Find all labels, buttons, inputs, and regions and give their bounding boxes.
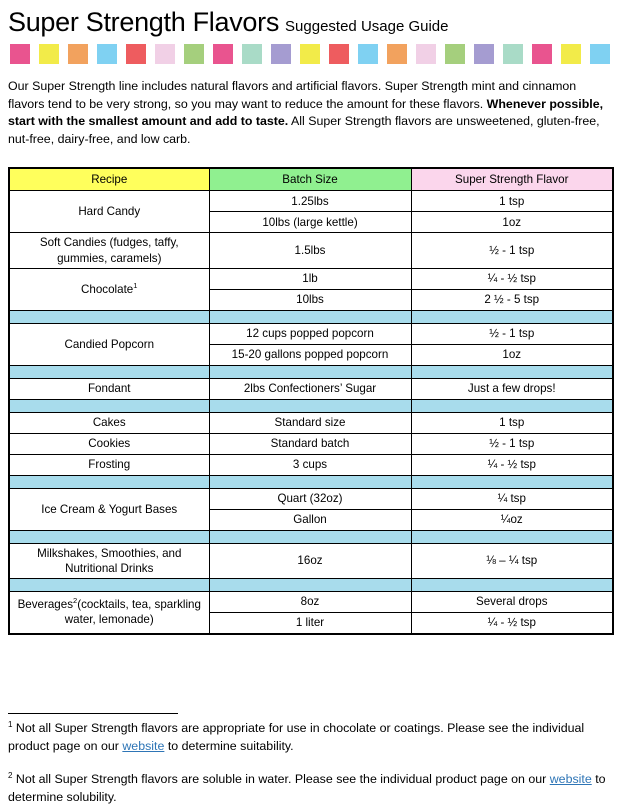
flavor-amount-cell: ½ - 1 tsp <box>411 323 613 344</box>
spacer-cell <box>209 310 411 323</box>
table-row <box>9 412 613 433</box>
color-swatch <box>39 44 59 64</box>
color-swatch <box>155 44 175 64</box>
batch-size-cell: 10lbs <box>209 289 411 310</box>
recipe-cell: Milkshakes, Smoothies, and Nutritional Drinks <box>9 543 209 578</box>
color-swatch <box>300 44 320 64</box>
intro-text-before: Our Super Strength line includes natural flavors and artificial flavors. Super Strength mint and cinnamon flavors tend to be very strong, so you may want to reduce the amount for these flavors. <box>8 79 577 111</box>
flavor-amount-cell: ¼ tsp <box>411 488 613 509</box>
spacer-cell <box>9 310 209 323</box>
spacer-cell <box>209 399 411 412</box>
color-strip <box>10 44 610 64</box>
flavor-amount-cell: 1oz <box>411 212 613 233</box>
recipe-cell: Cookies <box>9 433 209 454</box>
batch-size-cell: 16oz <box>209 543 411 578</box>
color-swatch <box>387 44 407 64</box>
color-swatch <box>10 44 30 64</box>
batch-size-cell: 1lb <box>209 268 411 289</box>
flavor-amount-cell: ¼oz <box>411 509 613 530</box>
color-swatch <box>561 44 581 64</box>
spacer-row <box>9 365 613 378</box>
website-link-2[interactable]: website <box>549 771 592 786</box>
footnote-2-text-after: to determine solubility. <box>8 771 606 804</box>
recipe-cell: Chocolate$^1$ <box>9 268 209 310</box>
table-header-row <box>9 168 613 191</box>
spacer-cell <box>9 578 209 591</box>
batch-size-cell: 12 cups popped popcorn <box>209 323 411 344</box>
color-swatch <box>358 44 378 64</box>
spacer-cell <box>9 365 209 378</box>
color-swatch <box>416 44 436 64</box>
flavor-amount-cell: 2 ½ - 5 tsp <box>411 289 613 310</box>
footnote-2 <box>8 771 608 807</box>
recipe-cell: Fondant <box>9 378 209 399</box>
usage-table <box>8 167 614 634</box>
column-header-flavor: Super Strength Flavor <box>411 168 613 191</box>
spacer-cell <box>411 365 613 378</box>
footnote-2-marker: 2 <box>8 770 13 780</box>
batch-size-cell: 1.5lbs <box>209 233 411 268</box>
color-swatch <box>97 44 117 64</box>
intro-paragraph <box>8 78 612 148</box>
spacer-row <box>9 399 613 412</box>
table-row <box>9 323 613 344</box>
spacer-cell <box>209 365 411 378</box>
flavor-amount-cell: ¼ - ½ tsp <box>411 454 613 475</box>
page-title <box>8 7 612 38</box>
flavor-amount-cell: ¼ - ½ tsp <box>411 612 613 634</box>
table-row <box>9 591 613 612</box>
batch-size-cell: 1.25lbs <box>209 191 411 212</box>
spacer-cell <box>411 399 613 412</box>
batch-size-cell: 10lbs (large kettle) <box>209 212 411 233</box>
footnote-1-text-before: Not all Super Strength flavors are appropriate for use in chocolate or coatings. Please see the individual product page on our <box>8 720 585 753</box>
batch-size-cell: Quart (32oz) <box>209 488 411 509</box>
website-link-1[interactable]: website <box>122 738 165 753</box>
recipe-cell: Cakes <box>9 412 209 433</box>
recipe-cell: Ice Cream & Yogurt Bases <box>9 488 209 530</box>
batch-size-cell: Standard batch <box>209 433 411 454</box>
color-swatch <box>68 44 88 64</box>
footnote-reference: 2 <box>73 596 78 606</box>
spacer-cell <box>209 530 411 543</box>
flavor-amount-cell: 1 tsp <box>411 412 613 433</box>
table-row <box>9 268 613 289</box>
flavor-amount-cell: Several drops <box>411 591 613 612</box>
color-swatch <box>590 44 610 64</box>
batch-size-cell: 3 cups <box>209 454 411 475</box>
footnote-1-text-after: to determine suitability. <box>164 738 294 753</box>
column-header-recipe: Recipe <box>9 168 209 191</box>
batch-size-cell: 8oz <box>209 591 411 612</box>
batch-size-cell: 15-20 gallons popped popcorn <box>209 344 411 365</box>
recipe-cell: Frosting <box>9 454 209 475</box>
spacer-cell <box>411 310 613 323</box>
batch-size-cell: Standard size <box>209 412 411 433</box>
spacer-row <box>9 530 613 543</box>
spacer-cell <box>209 578 411 591</box>
footnote-1 <box>8 720 608 756</box>
spacer-cell <box>411 530 613 543</box>
flavor-amount-cell: ½ - 1 tsp <box>411 433 613 454</box>
footnote-separator <box>8 713 178 714</box>
table-row <box>9 233 613 268</box>
batch-size-cell: Gallon <box>209 509 411 530</box>
color-swatch <box>242 44 262 64</box>
footnote-2-text-before: Not all Super Strength flavors are soluble in water. Please see the individual product page on our <box>12 771 550 786</box>
table-row <box>9 378 613 399</box>
color-swatch <box>126 44 146 64</box>
color-swatch <box>213 44 233 64</box>
spacer-cell <box>9 530 209 543</box>
column-header-batch-size: Batch Size <box>209 168 411 191</box>
recipe-cell: Beverages$^2$(cocktails, tea, sparkling water, lemonade) <box>9 591 209 634</box>
intro-text-after: All Super Strength flavors are unsweetened, gluten-free, nut-free, dairy-free, and low carb. <box>8 114 600 146</box>
footnote-1-marker: 1 <box>8 719 13 729</box>
spacer-row <box>9 475 613 488</box>
recipe-cell: Candied Popcorn <box>9 323 209 365</box>
color-swatch <box>184 44 204 64</box>
table-row <box>9 488 613 509</box>
color-swatch <box>271 44 291 64</box>
color-swatch <box>503 44 523 64</box>
table-row <box>9 543 613 578</box>
table-row <box>9 433 613 454</box>
title-subtitle: Suggested Usage Guide <box>285 18 449 35</box>
title-main: Super Strength Flavors <box>8 7 280 37</box>
table-row <box>9 191 613 212</box>
color-swatch <box>445 44 465 64</box>
flavor-amount-cell: ¼ - ½ tsp <box>411 268 613 289</box>
flavor-amount-cell: 1oz <box>411 344 613 365</box>
flavor-amount-cell: ⅛ – ¼ tsp <box>411 543 613 578</box>
spacer-cell <box>411 475 613 488</box>
spacer-cell <box>411 578 613 591</box>
spacer-cell <box>9 475 209 488</box>
spacer-row <box>9 310 613 323</box>
spacer-row <box>9 578 613 591</box>
recipe-cell: Hard Candy <box>9 191 209 233</box>
color-swatch <box>474 44 494 64</box>
spacer-cell <box>9 399 209 412</box>
intro-text-bold: Whenever possible, start with the smallest amount and add to taste. <box>8 96 604 129</box>
color-swatch <box>532 44 552 64</box>
batch-size-cell: 2lbs Confectioners’ Sugar <box>209 378 411 399</box>
flavor-amount-cell: ½ - 1 tsp <box>411 233 613 268</box>
flavor-amount-cell: Just a few drops! <box>411 378 613 399</box>
batch-size-cell: 1 liter <box>209 612 411 634</box>
footnote-reference: 1 <box>133 280 138 290</box>
spacer-cell <box>209 475 411 488</box>
color-swatch <box>329 44 349 64</box>
flavor-amount-cell: 1 tsp <box>411 191 613 212</box>
recipe-cell: Soft Candies (fudges, taffy, gummies, caramels) <box>9 233 209 268</box>
table-row <box>9 454 613 475</box>
